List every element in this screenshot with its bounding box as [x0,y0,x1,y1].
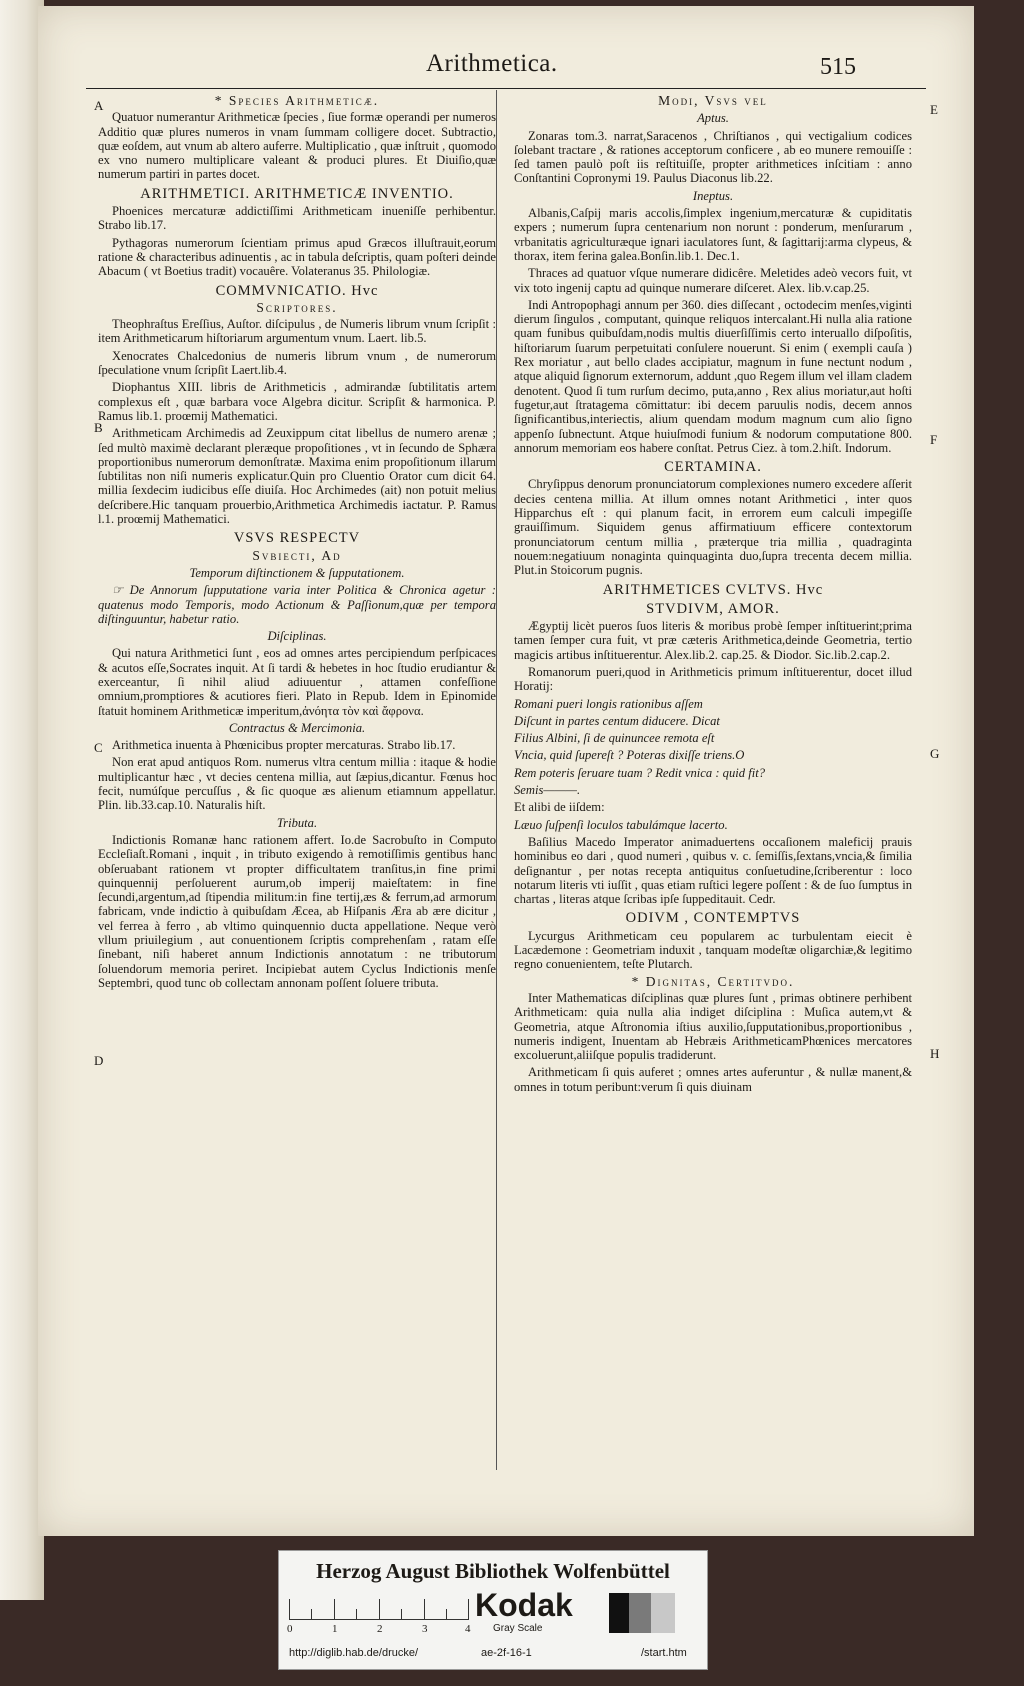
margin-letter-h: H [930,1046,940,1061]
verse-line: Diſcunt in partes centum diducere. Dicat [514,713,720,728]
ruler-tick [379,1599,380,1619]
section-heading: * Dignitas, Certitvdo. [631,973,795,989]
start-link[interactable]: /start.htm [641,1647,687,1659]
paragraph: Non erat apud antiquos Rom. numerus vltra centum millia : itaque & hodie multiplicantur hæc , vt decies centena millia, aut ſæpius,dicantur. Fœnus hoc fecit, numúſque percuſſus , & ſic quoque æs alienum etiamnum appellatur. Plin. lib.33.cap.10. Naturalis hiſt. [98,755,496,813]
section-heading: ARITHMETICI. ARITHMETICÆ INVENTIO. [140,185,454,202]
paragraph: Baſilius Macedo Imperator animaduertens occaſionem maleficij prauis hominibus eo dari , quod numeri , quibus v. c. ſemiſſis,ſextans,vncia,& ſimilia deſignantur , per notas recepta antiquitus conſuetudine,ſcriberentur : loco notarum literis vti iuſſit , quas etiam ruſtici legere poſſent : & de ſuo ſumptus in chartas , literas atque ſcribas ipſe ſuppeditauit. Cedr. [514,834,912,907]
margin-letter-c: C [94,740,103,755]
section-heading: Modi, Vsvs vel [658,93,768,108]
header-rule [86,88,926,89]
verse-line: Rem poteris ſeruare tuam ? Redit vnica : quid fit? [514,765,766,780]
cross-reference-note: ☞ De Annorum ſupputatione varia inter Politica & Chronica agetur : quatenus modo Temporis, modo Actionum & Paſſionum,quæ per tempora diſtinguuntur, habetur ratio. [98,583,496,626]
subheading: Scriptores. [256,299,338,315]
color-target-card [278,1550,708,1670]
subheading: Temporum diſtinctionem & ſupputationem. [189,565,405,580]
verse-line: Filius Albini, ſi de quinuncee remota eſt [514,731,715,746]
page-header [38,50,974,86]
verse-line: Læuo ſuſpenſi loculos tabulámque lacerto. [514,817,728,832]
ruler-tick [334,1599,335,1619]
section-heading: CERTAMINA. [664,459,762,476]
paragraph: Indictionis Romanæ hanc rationem affert. Io.de Sacrobuſto in Computo Eccleſiaſt.Romani , inquit , in tributo exigendo à remotiſſimis gentibus hanc obſeruabant rationem vt propter difficultatem tranſitus,in fine primi quinquennij perſoluerent aurum,ob imperij maieſtatem: in fine ſecundi,argentum,ad ſtipendia militum:in fine tertij,æs & ferrum,ad armorum fabricam, vnde indictio à quibuſdam Æcea, ab Hiſpanis Æra ab ære dicitur , vel ferrea à ferro , ab vltimo quinquennio ducta appellatione. Neque verò vllum priuilegium , aut conuentionem ſcriptis comprehenſam , ratam eſſe ſinebant, niſi haberet annum Indictionis annotatum : ne tributorum ſoluendorum memoria periret. Incipiebat autem Cyclus Indictionis menſe Septembri, quod tunc ob collectam annonam poſſent ſoluere tributa. [98,832,496,990]
section-heading: VSVS RESPECTV [233,530,361,547]
paragraph: Indi Antropophagi annum per 360. dies diſſecant , octodecim menſes,viginti dierum ſingulos , computant, quinque reliquos intercalant.Hi nulla alia ratione quam funibus quibuſdam,nodis multis diuerſiſſimis certo interuallo diſpoſitis, hiſtoriarum ſuarum perpetuitati conſulere nouerunt. Si enim ( exempli cauſa ) Rex moriatur , aut bello clades accipiatur, magnum in fune nectunt nodum , atque aliquid ſignorum externorum, addunt ,quo Regem illum vel illam cladem denotent. Quod ſi tum rurſum decimo, puta,anno , Rex alius moriatur,aut hoſti fugetur,aut ſtratagema cōmittatur: ibi decem paruulis nodis, decem annos ſignificantibus,interiectis, alium quendam modum magnum cum alio ſigno appenſo ſubnectunt. Atque huiuſmodi funium & nodorum computatione 800. annorum memoriam eos habere conſtat. Petrus Ciez. à tom.2.hiſt. Indorum. [514,297,912,455]
paragraph: Inter Mathematicas diſciplinas quæ plures ſunt , primas obtinere perhibent Arithmeticam: quia nulla alia indiget diſciplina : Muſica autem,vt & Geometria, atque Aſtronomia iſtius auxilio,ſupputationibus,proportionibus , numeris indigent, Inuentam ab Hebræis ArithmeticamPhœnices mercatores excoluerunt,aliiſque populis tradiderunt. [514,990,912,1063]
ruler-number: 3 [422,1623,428,1635]
margin-letter-a: A [94,98,104,113]
ruler-number: 2 [377,1623,383,1635]
margin-letter-g: G [930,746,940,761]
subheading: Svbiecti, Ad [252,547,342,563]
paragraph: Quatuor numerantur Arithmeticæ ſpecies , ſiue formæ operandi per numeros Additio quæ plures numeros in vnam ſummam colligere docet. Subtractio, quæ eoſdem, aut vnum ab altero auferre. Multiplicatio , quæ inſtruit , quomodo ex vno numero multiplicare valeant & produci plures. Et Diuiſio,quæ numerum partiri in partes docet. [98,110,496,182]
ruler-tick [356,1609,357,1619]
ruler-tick [468,1599,469,1619]
subheading: Contractus & Mercimonia. [228,720,366,735]
paragraph: Romanorum pueri,quod in Arithmeticis primum inſtituerentur, docet illud Horatij: [514,664,912,694]
paragraph: Zonaras tom.3. narrat,Saracenos , Chriſtianos , qui vectigalium codices ſolebant tractare , & rationes acceptorum conficere , ab eo munere remouiſſe : ſed tamen paulò poſt iis reſtituiſſe, propter arithmetices inſcitiam : anno Conſtantini Copronymi 19. Paulus Diaconus lib.22. [514,128,912,186]
paragraph: Ægyptij licèt pueros ſuos literis & moribus probè ſemper inſtituerint;prima tamen ſemper cura fuit, vt præ cæteris Arithmetica,deinde Geometria, tertio magicis artibus inſtituerentur. Alex.lib.2. cap.25. & Diodor. Sic.lib.2.cap.2. [514,619,912,662]
library-name: Herzog August Bibliothek Wolfenbüttel [316,1559,670,1583]
subheading: Aptus. [697,111,729,126]
verse-line: Semis———. [514,783,581,798]
book-page [38,6,974,1536]
ruler-number: 1 [332,1623,338,1635]
section-heading: STVDIVM, AMOR. [646,600,780,617]
paragraph: Phoenices mercaturæ addictiſſimi Arithmeticam inueniſſe perhibentur. Strabo lib.17. [98,204,496,233]
margin-letter-e: E [930,102,938,117]
gray-patch [609,1593,629,1633]
paragraph: Theophraſtus Ereſſius, Auſtor. diſcipulus , de Numeris librum vnum ſcripſit : item Arithmeticarum hiſtoriarum argumentum vnum. Laert. lib.5. [98,317,496,346]
paragraph: Chryſippus denorum pronunciatorum complexiones numero excedere aſſerit decies centena millia. At illum omnes notant Arithmetici , inter quos Hipparchus eſt : qui planum facit, in errorem eum calculi impegiſſe grauiſſimum. Siquidem genus affirmatiuum efficere contextorum pronunciatorum centum millia , præterque tria millia , quadraginta nouem:negatiuum nonaginta quinquaginta duo,ſupra trecenta decem millia. Plut.in Stoicorum pugnis. [514,477,912,578]
paragraph: Xenocrates Chalcedonius de numeris librum vnum , de numerorum ſpeculatione vnum ſcripſit Laert.lib.4. [98,348,496,378]
margin-letter-d: D [94,1053,104,1068]
paragraph: Diophantus XIII. libris de Arithmeticis , admirandæ ſubtilitatis artem complexus eſt , quæ barbara voce Algebra dicitur. Scripſit & harmonica. P. Ramus lib.1. proœmij Mathematici. [98,380,496,423]
paragraph: Qui natura Arithmetici ſunt , eos ad omnes artes percipiendum perſpicaces & acutos eſſe,Socrates inquit. At ſi tardi & hebetes in hoc ſtudio erudiantur & exerceantur, ſi nihil aliud adiuuentur , attamen confeſſione omnium,promptiores & acutiores fieri. Plato in Repub. Idem in Epinomide ſtatuit hominem Arithmeticæ imperitum,ἀνόητα τὸν καὶ ἄφρονα. [98,646,496,718]
gray-patch [629,1593,651,1633]
ruler-tick [401,1609,402,1619]
ruler-tick [446,1609,447,1619]
ruler-number: 0 [287,1623,293,1635]
paragraph: Pythagoras numerorum ſcientiam primus apud Græcos illuſtrauit,eorum ratione & characteribus adinuentis , ac in tabula deſcriptis, quam poſteri deinde Abacum ( vt Boetius tradit) vocauêre. Volateranus 35. Philologiæ. [98,235,496,279]
gray-scale-label: Gray Scale [493,1623,543,1634]
ruler-tick [311,1609,312,1619]
ruler-tick [424,1599,425,1619]
paragraph: Albanis,Caſpij maris accolis,ſimplex ingenium,mercaturæ & cupiditatis expers ; numerum ſupra centenarium non norunt : ponderum, menſurarum , vrbanitatis agriculturæque ignari iaculatores ſunt, & ſagittarij:arma clypeus, & thorax, item ferina galea.Bonſin.lib.1. Dec.1. [514,206,912,263]
section-heading: * Species Arithmeticæ. [214,93,380,108]
column-divider [496,90,497,1470]
ruler-tick [289,1599,290,1619]
gray-patch [651,1593,675,1633]
subheading: Diſciplinas. [267,629,327,644]
section-heading: ARITHMETICES CVLTVS. Hvc [602,581,824,598]
subheading: Ineptus. [692,188,734,203]
running-head: Arithmetica. [426,50,558,77]
margin-letter-b: B [94,420,103,435]
scale-ruler [289,1591,469,1620]
section-heading: COMMVNICATIO. Hvc [215,282,379,299]
margin-letter-f: F [930,432,938,447]
paragraph: Arithmeticam ſi quis auferet ; omnes artes auferuntur , & nullæ manent,& omnes in totum peribunt:verum ſi quis diuinam [514,1065,912,1094]
ruler-number: 4 [465,1623,471,1635]
shelfmark: ae-2f-16-1 [481,1647,532,1659]
left-column [98,92,496,993]
paragraph: Arithmetica inuenta à Phœnicibus propter mercaturas. Strabo lib.17. [112,738,456,753]
verse-line: Romani pueri longis rationibus aſſem [514,696,703,711]
paragraph: Thraces ad quatuor vſque numerare didicêre. Meletides adeò vecors fuit, vt vix toto ingenij captu ad quinque numerare diſceret. Alex. lib.v.cap.25. [514,266,912,295]
subheading: Tributa. [276,815,318,830]
paragraph: Arithmeticam Archimedis ad Zeuxippum citat libellus de numero arenæ ; ſed multò maximè declarant pleræque propoſitiones , vt in ſecundo de Sphæra proportionibus numerorum demonſtratæ. Maxima enim propoſitionum illarum ſubtilitas non niſi numeris explicatur.Quin pro Cluentio Orator cum dicit 64. millia ſexdecim iudicibus eſſe diuiſa. Hoc Archimedes (ait) non potuit melius deſcribere.Hic tanquam prouerbio,Arithmetica Archimedis iactatur. P. Ramus l.1. proœmij Mathematici. [98,426,496,527]
right-column [514,92,912,1097]
page-number: 515 [820,54,856,80]
verse-line: Vncia, quid ſupereſt ? Poteras dixiſſe triens.O [514,748,745,763]
source-url: http://diglib.hab.de/drucke/ [289,1647,419,1659]
section-heading: ODIVM , CONTEMPTVS [625,910,801,927]
paragraph: Lycurgus Arithmeticam ceu popularem ac turbulentam eiecit è Lacædemone : Geometriam induxit , tanquam modeſtæ oligarchiæ,& legitimo regno conuenientem, teſte Plutarch. [514,928,912,972]
kodak-logo: Kodak [475,1587,573,1623]
paragraph: Et alibi de iiſdem: [514,800,605,815]
